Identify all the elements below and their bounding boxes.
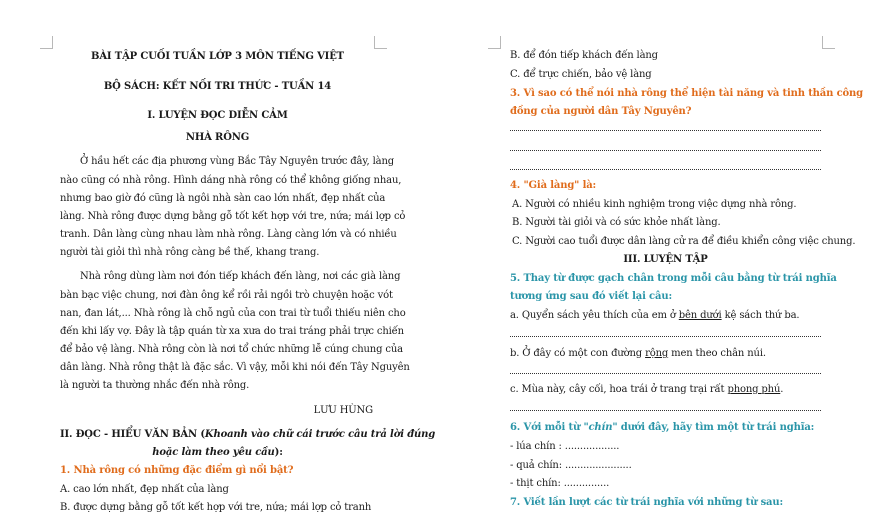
- question-1: 1. Nhà rông có những đặc điểm gì nổi bật?: [60, 465, 294, 476]
- answer-line[interactable]: [510, 336, 821, 337]
- crop-mark-top-left: [40, 36, 53, 49]
- para2-line: dân làng. Nhà rông thật là đặc sắc. Vì vậy, mỗi khi nói đến Tây Nguyên: [60, 362, 410, 373]
- section-heading-comprehension-line2: hoặc làm theo yêu cầu):: [152, 447, 283, 458]
- answer-line[interactable]: [510, 373, 821, 374]
- question-5b: b. Ở đây có một con đường rộng men theo chân núi.: [510, 348, 766, 359]
- answer-line[interactable]: [510, 150, 821, 151]
- para1-line: người tài giỏi thì nhà rông càng bề thế, khang trang.: [60, 247, 320, 258]
- story-title: NHÀ RÔNG: [185, 132, 250, 143]
- para1-line: Ở hầu hết các địa phương vùng Bắc Tây Nguyên trước đây, làng: [80, 156, 394, 167]
- question-3-line2: đồng của người dân Tây Nguyên?: [510, 106, 692, 117]
- question-6-item[interactable]: - lúa chín : ..................: [510, 441, 620, 452]
- crop-mark-top-right-page2: [822, 36, 835, 49]
- para2-line: là người ta thường nhắc đến nhà rông.: [60, 380, 250, 391]
- document-subtitle: BỘ SÁCH: KẾT NỐI TRI THỨC - TUẦN 14: [103, 81, 332, 92]
- question-5: 5. Thay từ được gạch chân trong mỗi câu bằng từ trái nghĩa: [510, 273, 837, 284]
- document-title: BÀI TẬP CUỐI TUẦN LỚP 3 MÔN TIẾNG VIỆT: [91, 51, 344, 62]
- question-4-option-c[interactable]: C. Người cao tuổi được dân làng cử ra để điều khiển công việc chung.: [512, 236, 856, 247]
- section-heading-reading: I. LUYỆN ĐỌC DIỄN CẢM: [147, 110, 288, 121]
- question-5c: c. Mùa này, cây cối, hoa trái ở trang trại rất phong phú.: [510, 384, 784, 395]
- question-6-item[interactable]: - quả chín: ......................: [510, 460, 632, 471]
- para1-line: tranh. Dân làng cùng nhau làm nhà rông. Làng càng lớn và có nhiều: [60, 229, 397, 240]
- question-5a: a. Quyển sách yêu thích của em ở bên dưới kệ sách thứ ba.: [510, 310, 800, 321]
- question-3: 3. Vì sao có thể nói nhà rông thể hiện tài năng và tinh thần công: [510, 88, 863, 99]
- question-7: 7. Viết lần lượt các từ trái nghĩa với những từ sau:: [510, 497, 784, 508]
- question-6: 6. Với mỗi từ "chín" dưới đây, hãy tìm một từ trái nghĩa:: [510, 422, 815, 433]
- question-4: 4. "Già làng" là:: [510, 180, 597, 191]
- para2-line: Nhà rông dùng làm nơi đón tiếp khách đến làng, nơi các già làng: [80, 271, 401, 282]
- answer-line[interactable]: [510, 130, 821, 131]
- para1-line: làng. Nhà rông được dựng bằng gỗ tốt kết hợp với tre, nứa; mái lợp cỏ: [60, 211, 406, 222]
- para2-line: bàn bạc việc chung, nơi đàn ông kể rồi rải ngồi trò chuyện hoặc vót: [60, 290, 393, 301]
- question-6-item[interactable]: - thịt chín: ...............: [510, 478, 610, 489]
- question-1-option-a[interactable]: A. cao lớn nhất, đẹp nhất của làng: [60, 484, 229, 495]
- crop-mark-top-right: [374, 36, 387, 49]
- question-1-option-b[interactable]: B. được dựng bằng gỗ tốt kết hợp với tre, nứa; mái lợp cỏ tranh: [60, 502, 372, 513]
- para2-line: đến khi lấy vợ. Đây là tập quán từ xa xưa do trai tráng phải trực chiến: [60, 326, 404, 337]
- author: LƯU HÙNG: [313, 405, 373, 416]
- para1-line: nào cũng có nhà rông. Hình dáng nhà rông có thể không giống nhau,: [60, 175, 402, 186]
- question-2-option-b[interactable]: B. để đón tiếp khách đến làng: [510, 50, 658, 61]
- para2-line: để bảo vệ làng. Nhà rông còn là nơi tổ chức những lễ cúng chung của: [60, 344, 403, 355]
- para1-line: nhưng bao giờ đó cũng là ngôi nhà sàn cao lớn nhất, đẹp nhất của: [60, 193, 386, 204]
- question-4-option-a[interactable]: A. Người có nhiều kinh nghiệm trong việc dựng nhà rông.: [512, 199, 797, 210]
- answer-line[interactable]: [510, 169, 821, 170]
- question-4-option-b[interactable]: B. Người tài giỏi và có sức khỏe nhất làng.: [512, 217, 721, 228]
- section-heading-practice: III. LUYỆN TẬP: [623, 254, 708, 265]
- question-5-line2: tương ứng sau đó viết lại câu:: [510, 291, 672, 302]
- answer-line[interactable]: [510, 410, 821, 411]
- section-heading-comprehension: II. ĐỌC - HIỂU VĂN BẢN (Khoanh vào chữ cái trước câu trả lời đúng: [60, 429, 436, 440]
- question-2-option-c[interactable]: C. để trực chiến, bảo vệ làng: [510, 69, 652, 80]
- crop-mark-top-left-page2: [488, 36, 501, 49]
- para2-line: nan, đan lát,... Nhà rông là chỗ ngủ của con trai từ tuổi thiếu niên cho: [60, 308, 406, 319]
